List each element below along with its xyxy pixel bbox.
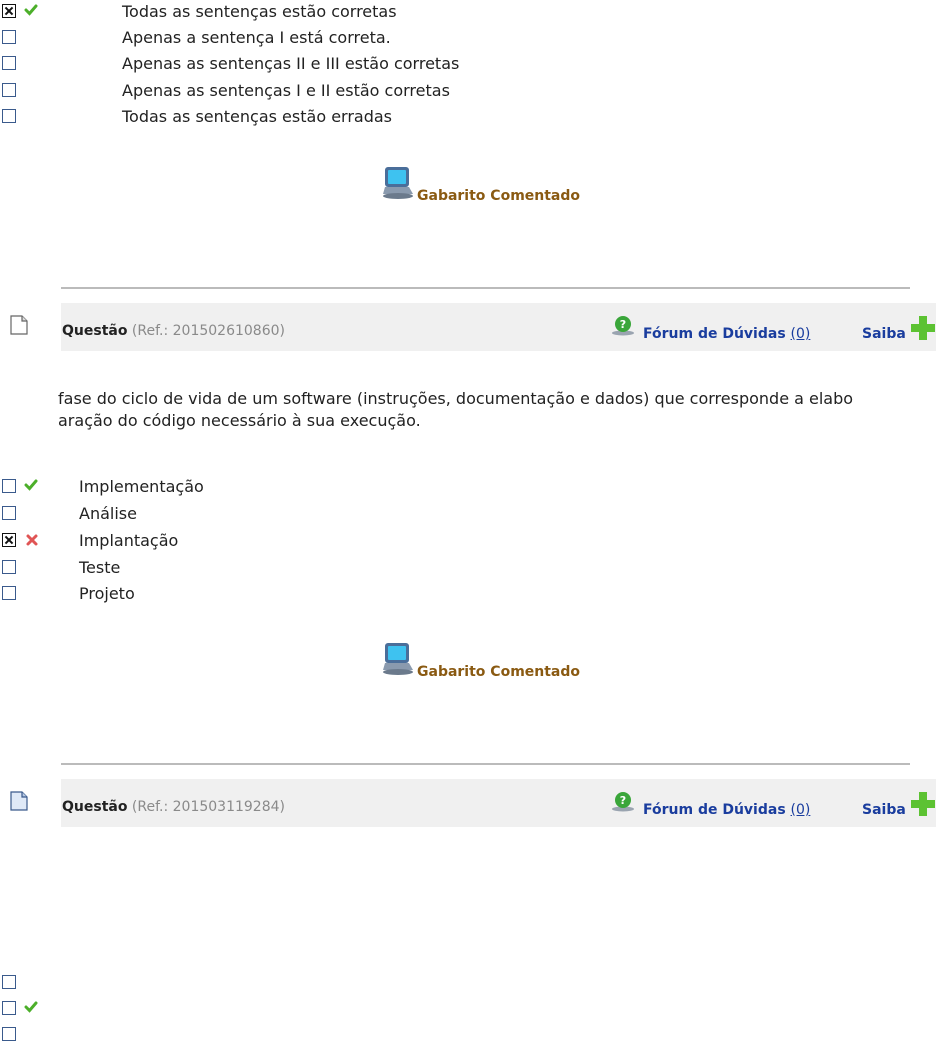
- svg-text:?: ?: [619, 318, 627, 331]
- option-label: Apenas as sentenças I e II estão corretas: [122, 81, 450, 100]
- option-label: Projeto: [79, 584, 135, 603]
- gabarito-comentado-label: Gabarito Comentado: [417, 664, 581, 680]
- option-label: Implementação: [79, 477, 204, 496]
- document-icon: [10, 315, 28, 335]
- option-label: Apenas a sentença I está correta.: [122, 28, 391, 47]
- wrong-icon: [25, 533, 39, 547]
- check-icon: [24, 1000, 38, 1014]
- check-icon: [24, 478, 38, 492]
- option-checkbox[interactable]: [2, 4, 16, 18]
- option-checkbox[interactable]: [2, 975, 16, 989]
- option-checkbox[interactable]: [2, 1027, 16, 1041]
- question-ref: (Ref.: 201502610860): [131, 323, 285, 339]
- forum-count[interactable]: (0): [790, 802, 811, 818]
- saiba-mais-link[interactable]: [862, 326, 906, 342]
- option-checkbox[interactable]: [2, 586, 16, 600]
- option-checkbox[interactable]: [2, 479, 16, 493]
- forum-duvidas-link[interactable]: [643, 326, 810, 342]
- question-divider: [61, 763, 910, 765]
- question-ref: (Ref.: 201503119284): [131, 799, 285, 815]
- option-checkbox[interactable]: [2, 560, 16, 574]
- forum-label: Fórum de Dúvidas: [643, 326, 786, 342]
- option-label: Todas as sentenças estão corretas: [122, 2, 397, 21]
- option-checkbox[interactable]: [2, 1001, 16, 1015]
- question-statement-line: fase do ciclo de vida de um software (instruções, documentação e dados) que corresponde a elabo: [58, 389, 854, 408]
- plus-icon[interactable]: [910, 790, 936, 818]
- option-checkbox[interactable]: [2, 56, 16, 70]
- questao-label: Questão: [62, 323, 128, 339]
- help-icon: [611, 790, 635, 812]
- document-icon: [10, 791, 28, 811]
- saiba-label: Saiba: [862, 802, 906, 818]
- option-checkbox[interactable]: [2, 533, 16, 547]
- plus-icon[interactable]: [910, 314, 936, 342]
- question-title: [62, 323, 285, 339]
- option-label: Análise: [79, 504, 137, 523]
- option-label: Teste: [79, 558, 121, 577]
- option-checkbox[interactable]: [2, 109, 16, 123]
- option-checkbox[interactable]: [2, 30, 16, 44]
- gabarito-comentado-label: Gabarito Comentado: [417, 188, 581, 204]
- forum-count[interactable]: (0): [790, 326, 811, 342]
- questao-label: Questão: [62, 799, 128, 815]
- option-checkbox[interactable]: [2, 506, 16, 520]
- forum-label: Fórum de Dúvidas: [643, 802, 786, 818]
- option-label: Todas as sentenças estão erradas: [122, 107, 393, 126]
- computer-monitor-icon: [381, 640, 415, 676]
- computer-monitor-icon: [381, 164, 415, 200]
- check-icon: [24, 3, 38, 17]
- help-icon: [611, 314, 635, 336]
- question-title: [62, 799, 285, 815]
- question-statement-line: aração do código necessário à sua execução.: [58, 411, 421, 430]
- saiba-label: Saiba: [862, 326, 906, 342]
- svg-text:?: ?: [619, 794, 627, 807]
- saiba-mais-link[interactable]: [862, 802, 906, 818]
- option-label: Implantação: [79, 531, 179, 550]
- option-checkbox[interactable]: [2, 83, 16, 97]
- option-label: Apenas as sentenças II e III estão corretas: [122, 54, 460, 73]
- forum-duvidas-link[interactable]: [643, 802, 810, 818]
- question-divider: [61, 287, 910, 289]
